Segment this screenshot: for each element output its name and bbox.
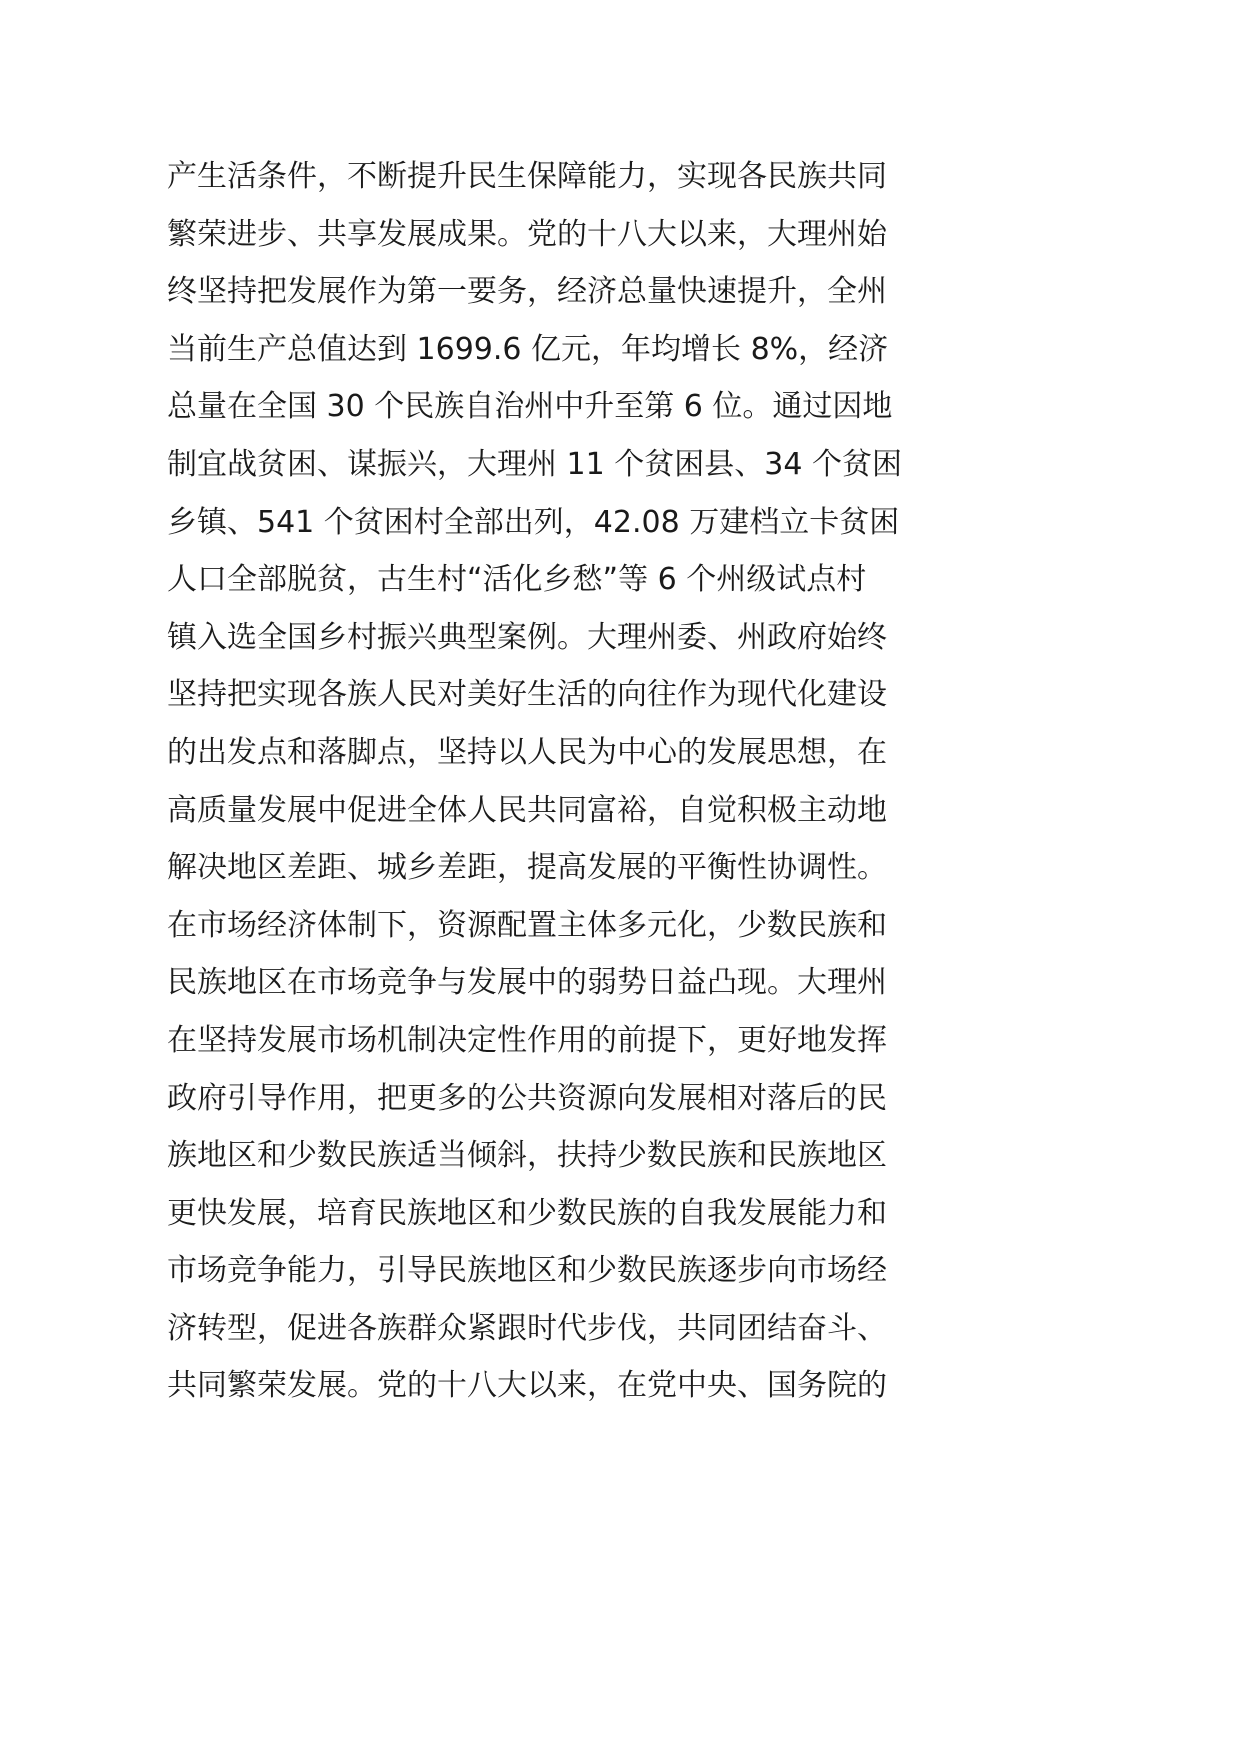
text-line: 的出发点和落脚点，坚持以人民为中心的发展思想，在 [167,734,887,770]
text-line: 政府引导作用，把更多的公共资源向发展相对落后的民 [167,1080,887,1116]
text-line: 制宜战贫困、谋振兴，大理州 11 个贫困县、34 个贫困 [167,446,902,482]
text-line: 产生活条件，不断提升民生保障能力，实现各民族共同 [167,159,887,194]
text-line: 在坚持发展市场机制决定性作用的前提下，更好地发挥 [167,1022,887,1058]
text-line: 人口全部脱贫，古生村“活化乡愁”等 6 个州级试点村 [167,562,867,598]
text-line: 坚持把实现各族人民对美好生活的向往作为现代化建设 [167,677,887,713]
text-line: 高质量发展中促进全体人民共同富裕，自觉积极主动地 [167,792,887,828]
text-line: 总量在全国 30 个民族自治州中升至第 6 位。通过因地 [167,389,893,425]
text-line: 终坚持把发展作为第一要务，经济总量快速提升，全州 [167,274,887,310]
text-line: 镇入选全国乡村振兴典型案例。大理州委、州政府始终 [167,619,887,655]
text-line: 更快发展，培育民族地区和少数民族的自我发展能力和 [167,1195,887,1231]
text-line: 济转型，促进各族群众紧跟时代步伐，共同团结奋斗、 [167,1310,887,1346]
text-line: 当前生产总值达到 1699.6 亿元，年均增长 8%，经济 [167,331,889,367]
text-line: 乡镇、541 个贫困村全部出列，42.08 万建档立卡贫困 [167,504,900,540]
text-line: 共同繁荣发展。党的十八大以来，在党中央、国务院的 [167,1368,887,1404]
text-line: 繁荣进步、共享发展成果。党的十八大以来，大理州始 [167,216,887,252]
text-line: 在市场经济体制下，资源配置主体多元化，少数民族和 [167,907,887,943]
text-line: 民族地区在市场竞争与发展中的弱势日益凸现。大理州 [167,965,887,1001]
text-line: 解决地区差距、城乡差距，提高发展的平衡性协调性。 [167,850,887,886]
text-line: 市场竞争能力，引导民族地区和少数民族逐步向市场经 [167,1253,887,1289]
body-paragraph [167,148,947,1415]
text-line: 族地区和少数民族适当倾斜，扶持少数民族和民族地区 [167,1138,887,1174]
